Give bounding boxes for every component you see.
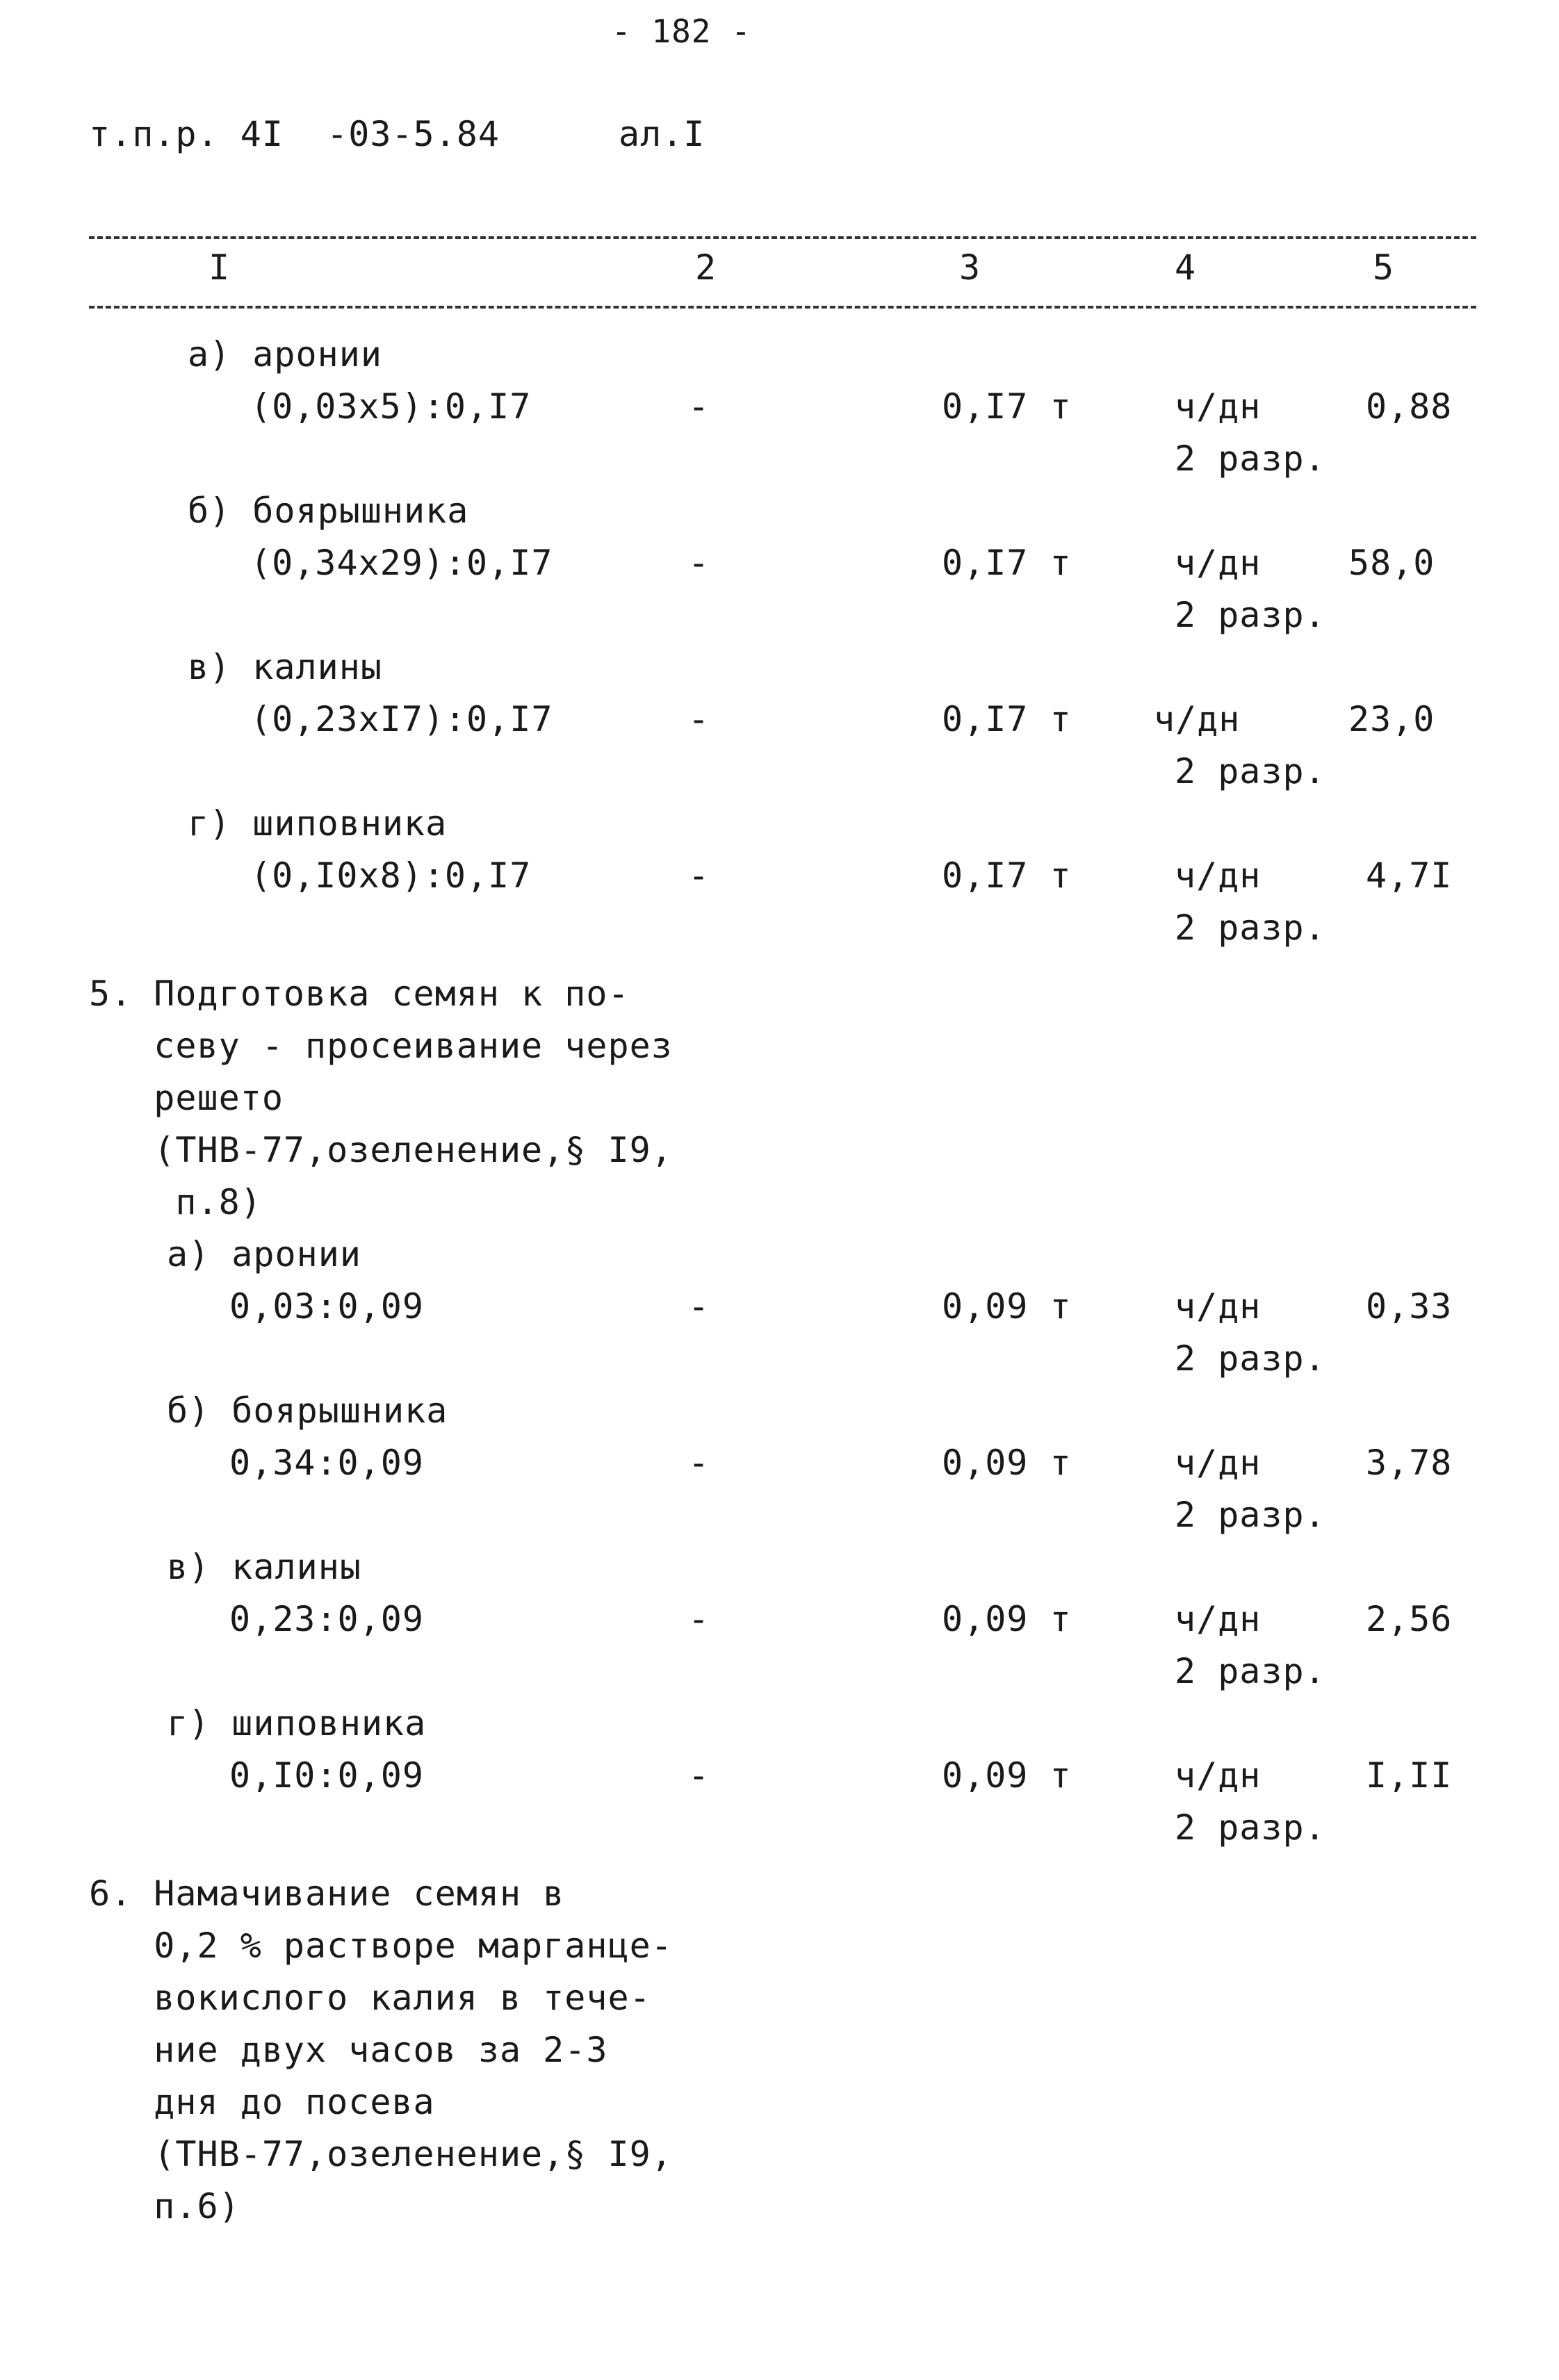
item-col4-unit: ч/дн <box>1154 699 1241 739</box>
item-col4-grade: 2 разр. <box>1175 908 1326 948</box>
item-col4-unit: ч/дн <box>1175 1599 1262 1639</box>
item-col4-grade: 2 разр. <box>1175 438 1326 479</box>
item-formula: 0,23:0,09 <box>229 1599 424 1639</box>
item-formula: 0,34:0,09 <box>229 1443 424 1483</box>
section-6-line: 6. Намачивание семян в <box>89 1873 565 1914</box>
item-col4-grade: 2 разр. <box>1175 595 1326 635</box>
item-col5: 3,78 <box>1366 1443 1453 1483</box>
section-5-line: (ТНВ-77,озеленение,§ I9, <box>89 1130 673 1170</box>
item-col5: 0,88 <box>1366 386 1453 427</box>
item-col3: 0,I7 т <box>942 386 1072 427</box>
item-col2: - <box>688 1755 710 1796</box>
item-col2: - <box>688 1599 710 1639</box>
item-col5: 2,56 <box>1366 1599 1453 1639</box>
item-col4-unit: ч/дн <box>1175 1755 1262 1796</box>
header-ref: т.п.р. 4I -03-5.84 <box>89 114 500 154</box>
item-col2: - <box>688 386 710 427</box>
item-formula: (0,03х5):0,I7 <box>250 386 532 427</box>
section-5-line: севу - просеивание через <box>89 1026 673 1066</box>
table-rule-top <box>89 236 1476 239</box>
section-5-line: п.8) <box>89 1182 262 1222</box>
section-6-line: дня до посева <box>89 2082 435 2122</box>
item-formula: 0,I0:0,09 <box>229 1755 424 1796</box>
item-col3: 0,09 т <box>942 1755 1072 1796</box>
column-header-4: 4 <box>1175 247 1197 288</box>
item-col5: I,II <box>1366 1755 1453 1796</box>
item-name: в) калины <box>167 1547 361 1587</box>
item-col4-unit: ч/дн <box>1175 386 1262 427</box>
item-col2: - <box>688 855 710 896</box>
item-col4-grade: 2 разр. <box>1175 1495 1326 1535</box>
item-col4-grade: 2 разр. <box>1175 751 1326 791</box>
item-col3: 0,I7 т <box>942 699 1072 739</box>
item-formula: (0,34х29):0,I7 <box>250 543 553 583</box>
item-col5: 0,33 <box>1366 1286 1453 1327</box>
item-name: б) боярышника <box>167 1390 448 1431</box>
item-name: г) шиповника <box>167 1703 427 1743</box>
item-col5: 58,0 <box>1348 543 1435 583</box>
item-formula: (0,23хI7):0,I7 <box>250 699 553 739</box>
item-col2: - <box>688 699 710 739</box>
item-col3: 0,I7 т <box>942 543 1072 583</box>
item-col4-unit: ч/дн <box>1175 1286 1262 1327</box>
item-col4-grade: 2 разр. <box>1175 1651 1326 1691</box>
column-header-3: 3 <box>959 247 981 288</box>
item-col4-unit: ч/дн <box>1175 855 1262 896</box>
item-col4-grade: 2 разр. <box>1175 1338 1326 1379</box>
section-6-line: (ТНВ-77,озеленение,§ I9, <box>89 2134 673 2174</box>
item-col3: 0,09 т <box>942 1599 1072 1639</box>
header-sheet: ал.I <box>619 114 705 154</box>
item-name: б) боярышника <box>188 491 469 531</box>
item-col3: 0,09 т <box>942 1286 1072 1327</box>
section-5-line: 5. Подготовка семян к по- <box>89 974 630 1014</box>
section-6-line: 0,2 % растворе марганце- <box>89 1926 673 1966</box>
section-6-line: ние двух часов за 2-3 <box>89 2030 608 2070</box>
item-name: а) аронии <box>167 1234 361 1274</box>
item-formula: 0,03:0,09 <box>229 1286 424 1327</box>
item-col2: - <box>688 1286 710 1327</box>
item-name: г) шиповника <box>188 803 448 844</box>
column-header-2: 2 <box>695 247 717 288</box>
item-col5: 4,7I <box>1366 855 1453 896</box>
item-col4-unit: ч/дн <box>1175 1443 1262 1483</box>
item-col2: - <box>688 1443 710 1483</box>
page-number: - 182 - <box>612 13 751 50</box>
item-col2: - <box>688 543 710 583</box>
section-6-line: п.6) <box>89 2186 240 2226</box>
section-5-line: решето <box>89 1078 284 1118</box>
item-name: в) калины <box>188 647 382 687</box>
item-formula: (0,I0х8):0,I7 <box>250 855 532 896</box>
section-6-line: вокислого калия в тече- <box>89 1978 651 2018</box>
item-col3: 0,I7 т <box>942 855 1072 896</box>
item-col5: 23,0 <box>1348 699 1435 739</box>
column-header-1: I <box>209 247 231 288</box>
item-col4-unit: ч/дн <box>1175 543 1262 583</box>
item-col4-grade: 2 разр. <box>1175 1807 1326 1848</box>
item-col3: 0,09 т <box>942 1443 1072 1483</box>
item-name: а) аронии <box>188 334 382 375</box>
column-header-5: 5 <box>1373 247 1395 288</box>
table-rule-header <box>89 306 1476 309</box>
